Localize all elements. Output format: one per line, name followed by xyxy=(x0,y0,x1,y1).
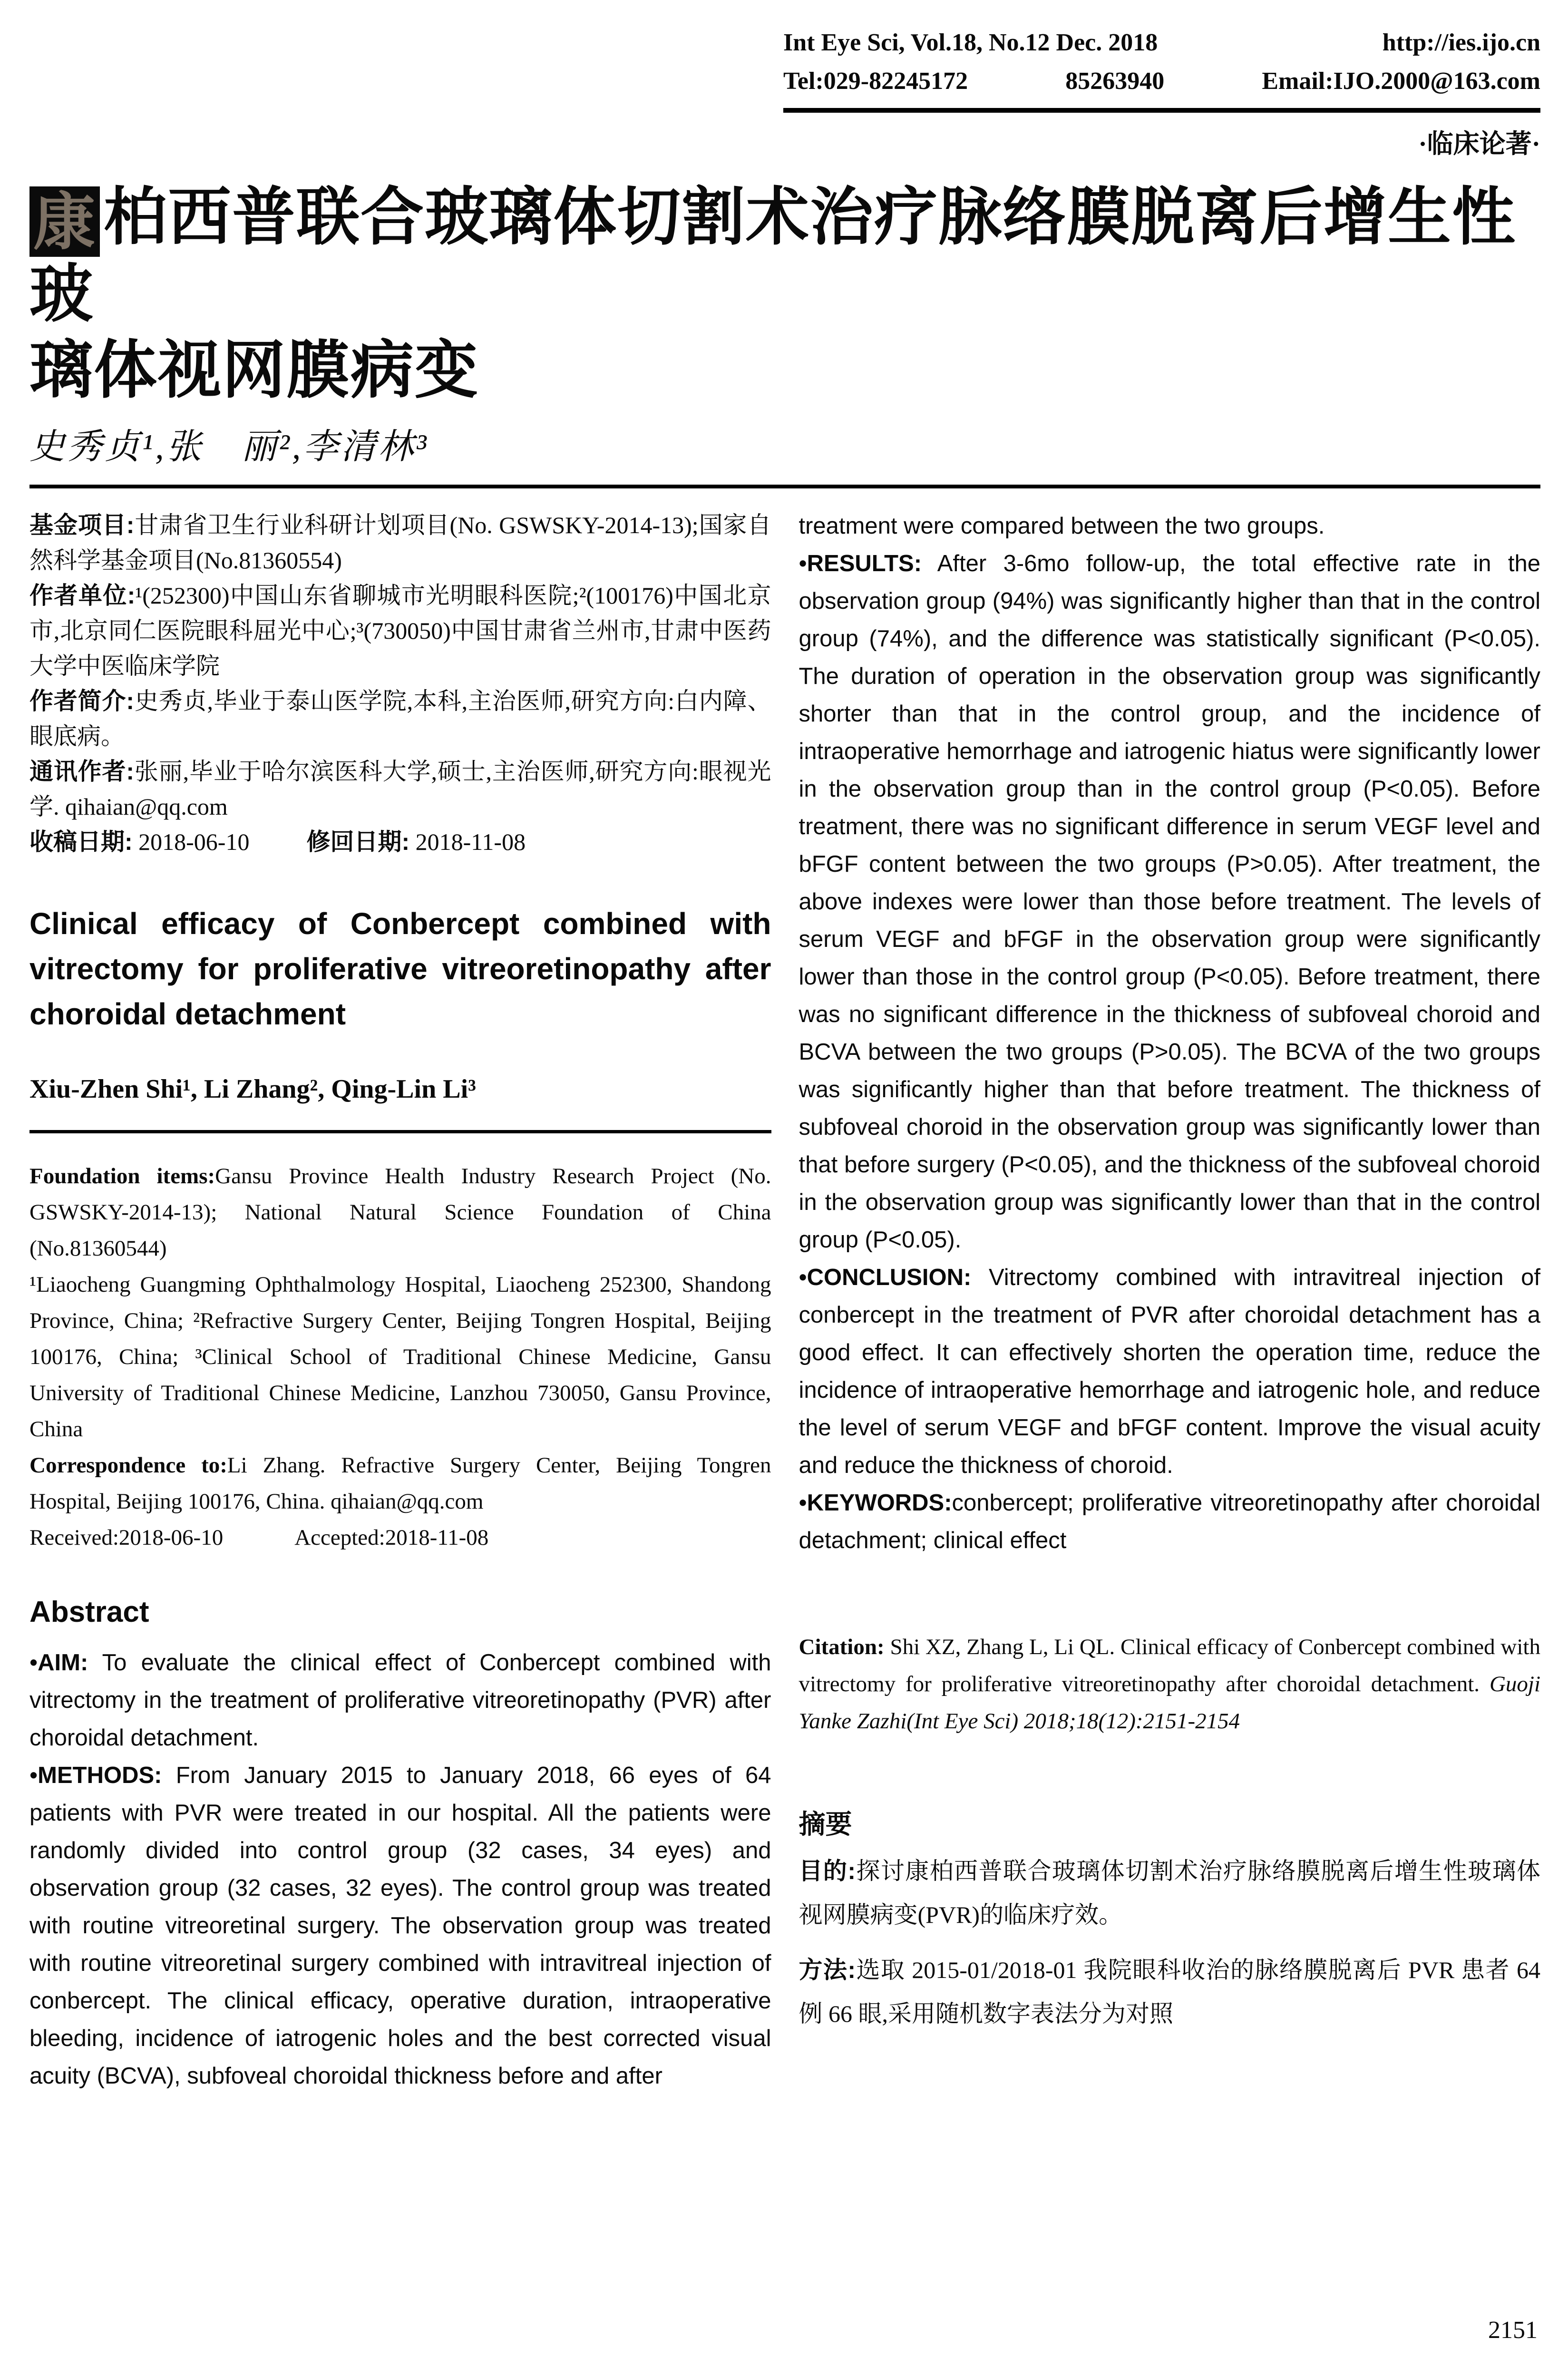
meta-correspondence-cn-label: 通讯作者: xyxy=(29,758,135,785)
revised-cn-value: 2018-11-08 xyxy=(409,828,526,856)
received-cn-label: 收稿日期: xyxy=(29,828,133,856)
journal-email: Email:IJO.2000@163.com xyxy=(1262,67,1540,95)
abstract-methods xyxy=(29,1757,771,2095)
revised-cn-label: 修回日期: xyxy=(306,828,410,856)
foundation-block xyxy=(29,1158,771,1556)
meta-bio-cn-text: 史秀贞,毕业于泰山医学院,本科,主治医师,研究方向:白内障、眼底病。 xyxy=(29,688,771,750)
dates-cn xyxy=(29,824,771,859)
journal-tel: Tel:029-82245172 xyxy=(783,67,968,95)
journal-website: http://ies.ijo.cn xyxy=(1382,29,1540,56)
abstract-results-text: After 3-6mo follow-up, the total effective rate in the observation group (94%) was significantly higher than that in the control group (74%), and the difference was statistically significant (P<0.05). The duration of operation in the observation group was significantly shorter than that in the control group, and the incidence of intraoperative hemorrhage and iatrogenic hiatus were significantly lower in the observation group than in the control group (P<0.05). Before treatment, there was no significant difference in serum VEGF level and bFGF content between the two groups (P>0.05). After treatment, the above indexes were lower than those before treatment. The levels of serum VEGF and bFGF in the observation group were significantly lower than those in the control group (P<0.05). Before treatment, there was no significant difference in the thickness of subfoveal choroid and BCVA between the two groups (P>0.05). The BCVA of the two groups was significantly higher than that before treatment. The thickness of subfoveal choroid in the observation group was significantly lower than that before surgery (P<0.05), and the thickness of the subfoveal choroid in the observation group was significantly lower than that in the control group (P<0.05). xyxy=(799,551,1540,1253)
abstract-heading: Abstract xyxy=(29,1596,149,1629)
abstract-cn-methods xyxy=(799,1948,1541,2036)
authors-en: Xiu-Zhen Shi¹, Li Zhang², Qing-Lin Li³ xyxy=(29,1074,476,1104)
page-number: 2151 xyxy=(1488,2317,1538,2344)
two-column-body xyxy=(29,507,1540,2095)
citation-tail: 2018;18(12):2151-2154 xyxy=(1018,1709,1240,1734)
abstract-cn-aim-label: 目的: xyxy=(799,1858,856,1885)
meta-correspondence-cn xyxy=(29,754,771,824)
authors-cn: 史秀贞¹,张 丽²,李清林³ xyxy=(29,428,429,467)
section-tag: ·临床论著· xyxy=(1418,129,1540,159)
correspondence-en-text: Li Zhang. Refractive Surgery Center, Beijing Tongren Hospital, Beijing 100176, China. qihaian@qq.com xyxy=(29,1453,771,1514)
bullet-icon: • xyxy=(799,1265,807,1291)
abstract-cn-heading: 摘要 xyxy=(799,1809,852,1840)
bullet-icon: • xyxy=(29,1650,38,1676)
citation-block xyxy=(799,1628,1541,1740)
correspondence-en-label: Correspondence to: xyxy=(29,1453,227,1478)
abstract-cn-methods-label: 方法: xyxy=(799,1957,856,1984)
meta-correspondence-cn-text: 张丽,毕业于哈尔滨医科大学,硕士,主治医师,研究方向:眼视光学. qihaian@qq.com xyxy=(29,758,771,820)
article-title-en: Clinical efficacy of Conbercept combined with vitrectomy for proliferative vitreoretinopathy after choroidal detachment xyxy=(29,906,771,1032)
footnote-divider-rule xyxy=(29,1130,771,1133)
citation-journal: Guoji Yanke Zazhi(Int Eye Sci) xyxy=(799,1672,1540,1734)
dropcap-kang: 康 xyxy=(29,186,100,257)
title-cn-line2: 璃体视网膜病变 xyxy=(29,335,479,406)
abstract-keywords xyxy=(799,1484,1541,1559)
abstract-keywords-label: KEYWORDS: xyxy=(807,1490,952,1516)
bullet-icon: • xyxy=(799,551,807,577)
abstract-en-block xyxy=(29,1644,771,2095)
left-column xyxy=(29,507,771,2095)
bullet-icon: • xyxy=(799,1490,807,1516)
accepted-en: Accepted:2018-11-08 xyxy=(294,1525,489,1550)
meta-bio-cn-label: 作者简介: xyxy=(29,688,135,715)
citation-text: Shi XZ, Zhang L, Li QL. Clinical efficacy of Conbercept combined with vitrectomy for proliferative vitreoretinopathy after choroidal detachment. xyxy=(799,1635,1540,1697)
abstract-aim-label: AIM: xyxy=(38,1650,88,1676)
journal-tel2: 85263940 xyxy=(1065,67,1165,95)
abstract-methods-label: METHODS: xyxy=(38,1763,162,1789)
journal-header xyxy=(783,24,1540,113)
abstract-results xyxy=(799,545,1541,1259)
abstract-aim xyxy=(29,1644,771,1757)
abstract-conclusion xyxy=(799,1259,1541,1484)
journal-header-line1 xyxy=(783,24,1540,62)
meta-foundation-cn-label: 基金项目: xyxy=(29,512,135,539)
abstract-methods-continuation: treatment were compared between the two groups. xyxy=(799,513,1325,539)
foundation-items-text: Gansu Province Health Industry Research Project (No. GSWSKY-2014-13); National Natural Science Foundation of China (No.81360544) xyxy=(29,1164,771,1261)
correspondence-en xyxy=(29,1447,771,1520)
received-cn-value: 2018-06-10 xyxy=(132,828,250,856)
chinese-meta-block xyxy=(29,507,771,859)
abstract-results-label: RESULTS: xyxy=(807,551,922,577)
meta-affiliation-cn-text: ¹(252300)中国山东省聊城市光明眼科医院;²(100176)中国北京市,北京同仁医院眼科屈光中心;³(730050)中国甘肃省兰州市,甘肃中医药大学中医临床学院 xyxy=(29,582,771,680)
abstract-keywords-text: conbercept; proliferative vitreoretinopathy after choroidal detachment; clinical effect xyxy=(799,1490,1540,1554)
journal-header-line2 xyxy=(783,62,1540,101)
abstract-conclusion-label: CONCLUSION: xyxy=(807,1265,972,1291)
abstract-methods-text: From January 2015 to January 2018, 66 eyes of 64 patients with PVR were treated in our hospital. All the patients were randomly divided into control group (32 cases, 34 eyes) and observation group (32 cases, 32 eyes). The control group was treated with routine vitreoretinal surgery. The observation group was treated with routine vitreoretinal surgery combined with intravitreal injection of conbercept. The clinical efficacy, operative duration, intraoperative bleeding, incidence of iatrogenic holes and the best corrected visual acuity (BCVA), subfoveal choroidal thickness before and after xyxy=(29,1763,771,2089)
article-title-cn xyxy=(29,180,1540,409)
bullet-icon: • xyxy=(29,1763,38,1789)
meta-foundation-cn-text: 甘肃省卫生行业科研计划项目(No. GSWSKY-2014-13);国家自然科学基金项目(No.81360554) xyxy=(29,512,771,574)
title-cn-line1: 柏西普联合玻璃体切割术治疗脉络膜脱离后增生性玻 xyxy=(29,182,1516,330)
abstract-cn-block xyxy=(799,1811,1541,2036)
affiliations-en: ¹Liaocheng Guangming Ophthalmology Hospital, Liaocheng 252300, Shandong Province, China; ²Refractive Surgery Center, Beijing Tongren Hospital, Beijing 100176, China; ³Clinical School of Traditional Chinese Medicine, Gansu University of Traditional Chinese Medicine, Lanzhou 730050, Gansu Province, China xyxy=(29,1272,771,1442)
abstract-cn-aim xyxy=(799,1849,1541,1937)
meta-affiliation-cn xyxy=(29,578,771,683)
journal-volume-info: Int Eye Sci, Vol.18, No.12 Dec. 2018 xyxy=(783,29,1158,56)
dates-en xyxy=(29,1520,771,1556)
meta-affiliation-cn-label: 作者单位: xyxy=(29,582,136,609)
received-en: Received:2018-06-10 xyxy=(29,1525,224,1550)
meta-bio-cn xyxy=(29,683,771,754)
meta-foundation-cn xyxy=(29,507,771,578)
abstract-conclusion-text: Vitrectomy combined with intravitreal injection of conbercept in the treatment of PVR after choroidal detachment has a good effect. It can effectively shorten the operation time, reduce the incidence of intraoperative hemorrhage and iatrogenic hole, and reduce the level of serum VEGF and bFGF content. Improve the visual acuity and reduce the thickness of choroid. xyxy=(799,1265,1540,1479)
abstract-cn-aim-text: 探讨康柏西普联合玻璃体切割术治疗脉络膜脱离后增生性玻璃体视网膜病变(PVR)的临床疗效。 xyxy=(799,1858,1541,1929)
citation-label: Citation: xyxy=(799,1635,885,1660)
title-divider-rule xyxy=(29,485,1540,488)
abstract-cn-methods-text: 选取 2015-01/2018-01 我院眼科收治的脉络膜脱离后 PVR 患者 64 例 66 眼,采用随机数字表法分为对照 xyxy=(799,1957,1540,2027)
abstract-en-block-2 xyxy=(799,545,1541,1559)
abstract-aim-text: To evaluate the clinical effect of Conbercept combined with vitrectomy in the treatment of proliferative vitreoretinopathy (PVR) after choroidal detachment. xyxy=(29,1650,771,1751)
foundation-items xyxy=(29,1158,771,1266)
right-column xyxy=(799,507,1541,2095)
foundation-items-label: Foundation items: xyxy=(29,1164,215,1189)
